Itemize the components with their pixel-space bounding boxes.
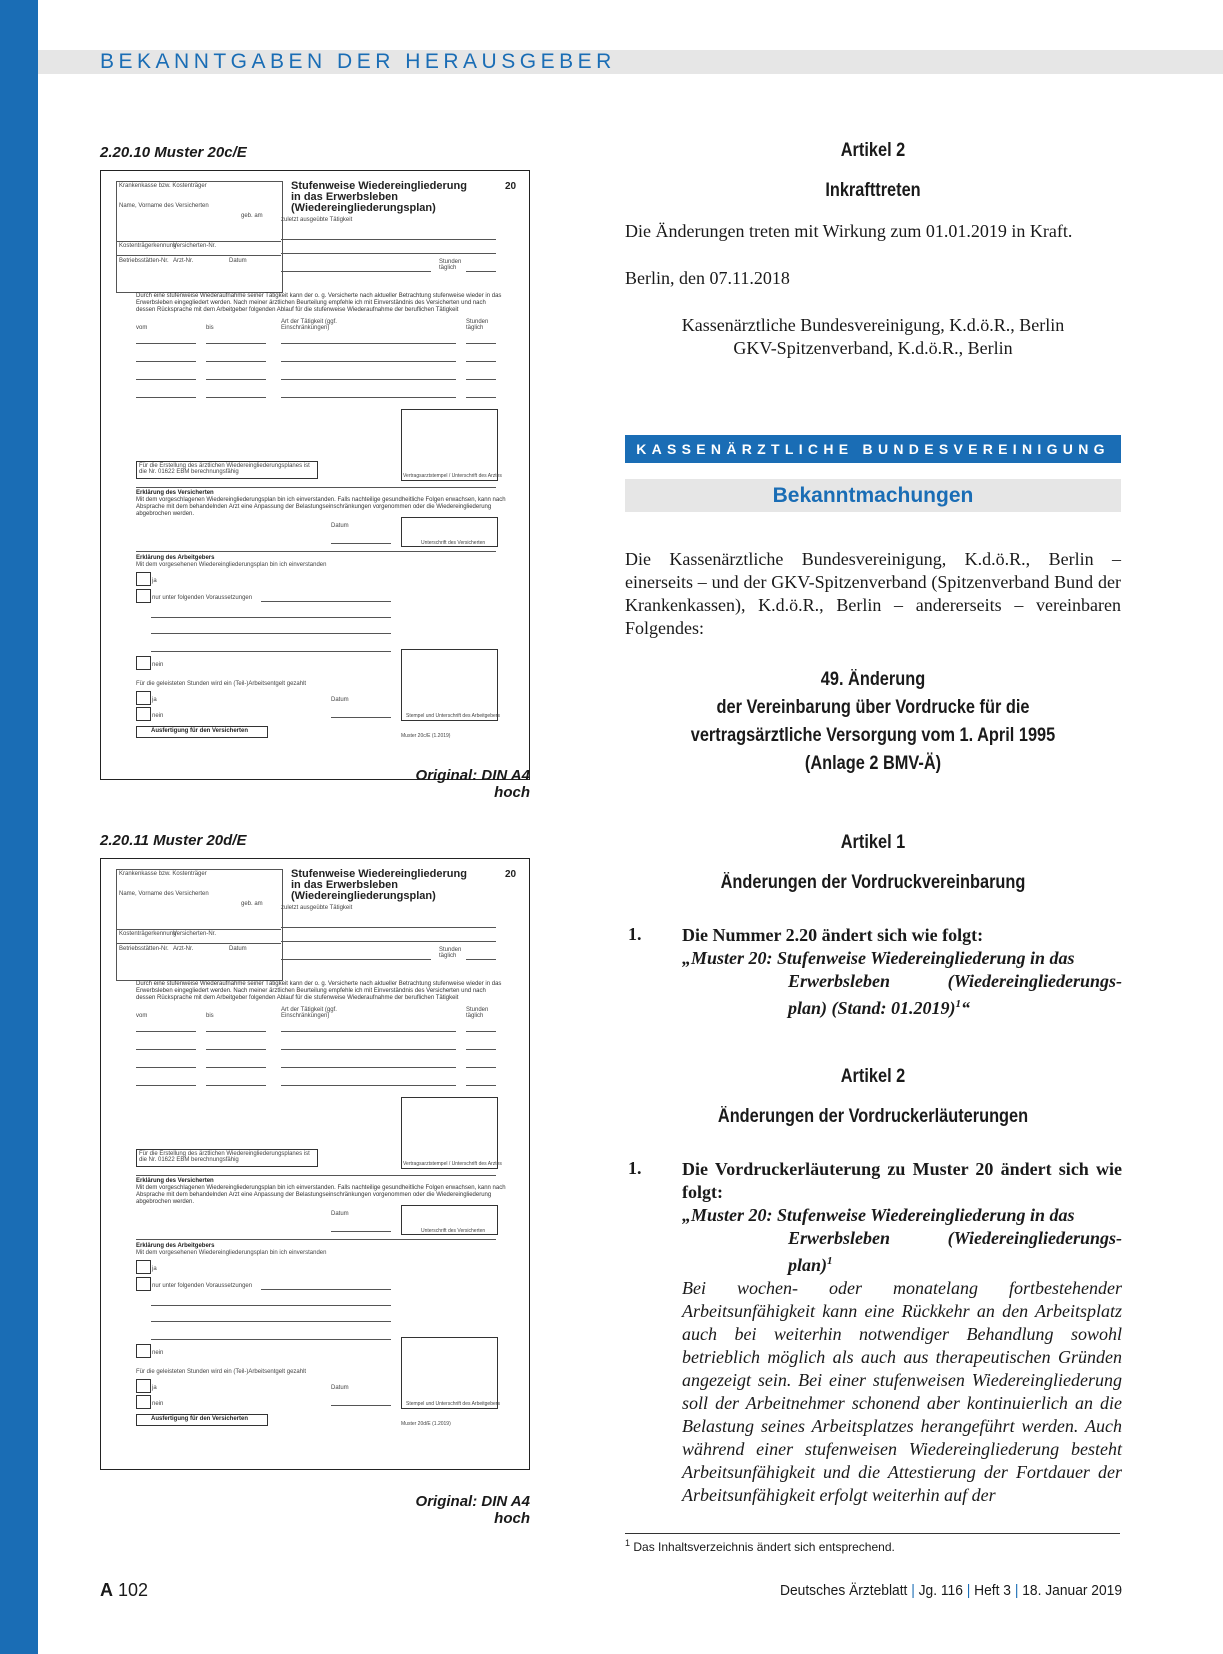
item1-number: 1. [628,924,642,944]
form-erkl-vers-title: Erklärung des Versicherten [136,490,214,496]
form-stamp-box-arzt [401,1097,498,1169]
form-code: Muster 20c/E (1.2019) [401,733,451,739]
form-stunden-col-label: Stunden täglich [466,319,489,331]
item1-quote-a: „Muster 20: Stufenweise Wiedereingliederung in das [682,948,1075,968]
form-arbeitsentgelt-text: Für die geleisteten Stunden wird ein (Teil-)Arbeitsentgelt gezahlt [136,681,307,687]
form-erkl-ag-text: Mit dem vorgesehenen Wiedereingliederungsplan bin ich einverstanden [136,1250,327,1256]
aenderung-line-1: 49. Änderung [820,669,926,690]
item1-quote-c: plan) (Stand: 01.2019)$^1$“ [788,998,971,1018]
form-kt-label: Kostenträgerkennung [119,243,177,249]
journal-footer: Deutsches Ärzteblatt | Jg. 116 | Heft 3 | 18. Januar 2019 [780,1582,1122,1599]
section-header: BEKANNTGABEN DER HERAUSGEBER [100,50,616,73]
form-datum2-label: Datum [331,523,349,529]
form-kt-label: Kostenträgerkennung [119,931,177,937]
form-bis-label: bis [206,1013,214,1019]
form-bs-label: Betriebsstätten-Nr. [119,946,169,952]
form-stunden-col-label: Stunden täglich [466,1007,489,1019]
form-stamp-label-1: Vertragsarztstempel / Unterschrift des Arztes [403,1161,502,1167]
journal-volume: Jg. 116 [918,1582,963,1599]
form-nein-label-2: nein [152,1401,164,1407]
form-thumbnail-20d [100,858,530,1470]
form-kasse-label: Krankenkasse bzw. Kostenträger [119,871,207,877]
form-ebm-text: Für die Erstellung des ärztlichen Wiedereingliederungsplanes ist die Nr. 01622 EBM berechnungsfähig [139,1151,310,1163]
form-stunden-label: Stunden täglich [439,947,462,959]
form-stamp-label-2: Stempel und Unterschrift des Arbeitgebers [406,713,500,719]
figure1-label: 2.20.10 Muster 20c/E [100,144,247,161]
form-art-label: Art der Tätigkeit (ggf. Einschränkungen) [281,1007,337,1019]
form-arzt-label: Arzt-Nr. [173,946,194,952]
form-geb-label: geb. am [241,213,263,219]
form-stamp-label-1: Vertragsarztstempel / Unterschrift des Arztes [403,473,502,479]
form-stunden-label: Stunden täglich [439,259,462,271]
form-intro-text: Durch eine stufenweise Wiederaufnahme seiner Tätigkeit kann der o. g. Versicherte nach aktueller Betrachtung stufenweise wieder in das Erwerbsleben eingegliedert werden. Nach meiner ärztlichen Beurteilung empfehle ich mit Einverständnis des Versicherten und nach dessen Rücksprache mit dem Arbeitgeber folgenden Ablauf für die stufenweise Wiederaufnahme der beruflichen Tätigkeit [136,981,502,1001]
form-kasse-label: Krankenkasse bzw. Kostenträger [119,183,207,189]
form-datum3-label: Datum [331,697,349,703]
intro-paragraph: Die Kassenärztliche Bundesvereinigung, K.d.ö.R., Berlin – einerseits – und der GKV-Spitzenverband (Spitzenverband Bund der Krankenkassen), K.d.ö.R., Berlin – andererseits – vereinbaren Folgendes: [625,549,1121,638]
form-checkbox-ja [136,1260,151,1274]
artikel2-heading: Artikel 2 [840,140,906,161]
form-datum3-label: Datum [331,1385,349,1391]
item1-quote-b: Erwerbsleben (Wiedereingliederungs- [788,971,1122,991]
form-checkbox-ja [136,572,151,586]
form-nein-label: nein [152,662,164,668]
form-name-label: Name, Vorname des Versicherten [119,891,209,897]
form-erkl-ag-title: Erklärung des Arbeitgebers [136,1243,215,1249]
signatory-kbv: Kassenärztliche Bundesvereinigung, K.d.ö.R., Berlin [681,315,1065,335]
place-date: Berlin, den 07.11.2018 [625,268,790,288]
footnote-rule [625,1533,1120,1534]
form-address-box [116,181,283,293]
item2-quote-a: „Muster 20: Stufenweise Wiedereingliederung in das [682,1205,1075,1225]
item2-paragraph: Bei wochen- oder monatelang fortbestehender Arbeitsunfähigkeit kann eine Rückkehr an den Arbeitsplatz auch bei weiterhin notwendiger Behandlung sowohl betrieblich möglich als auch aus therapeutischen Gründen angezeigt sein. Bei einer stufenweisen Wiedereingliederung soll der Arbeitnehmer schonend aber kontinuierlich an die Belastung seines Arbeitsplatzes herangeführt werden. Auch während einer stufenweisen Wiedereingliederung besteht Arbeitsunfähigkeit und die Attestierung der Fortdauer der Arbeitsunfähigkeit erfolgt weiterhin auf der [682,1278,1122,1505]
artikel2b-heading: Artikel 2 [840,1066,906,1087]
inkrafttreten-text: Die Änderungen treten mit Wirkung zum 01.01.2019 in Kraft. [625,221,1073,241]
inkrafttreten-heading: Inkrafttreten [825,180,921,201]
figure2-label: 2.20.11 Muster 20d/E [100,832,247,849]
form-bis-label: bis [206,325,214,331]
journal-issue: Heft 3 [974,1582,1011,1599]
form-checkbox-nein [136,656,151,670]
left-accent-bar [0,0,38,1654]
form-arbeitsentgelt-text: Für die geleisteten Stunden wird ein (Teil-)Arbeitsentgelt gezahlt [136,1369,307,1375]
form-art-label: Art der Tätigkeit (ggf. Einschränkungen) [281,319,337,331]
form-checkbox-ja-2 [136,691,151,705]
form-name-label: Name, Vorname des Versicherten [119,203,209,209]
form-nein-label-2: nein [152,713,164,719]
form-datum-label: Datum [229,258,247,264]
artikel1-subheading: Änderungen der Vordruckvereinbarung [720,872,1026,893]
aenderung-line-2: der Vereinbarung über Vordrucke für die [716,697,1030,718]
form-unterschrift-vers: Unterschrift des Versicherten [421,540,486,546]
form-checkbox-nein-2 [136,1395,151,1409]
aenderung-title [660,666,1087,778]
artikel1-heading: Artikel 1 [840,832,906,853]
form-intro-text: Durch eine stufenweise Wiederaufnahme seiner Tätigkeit kann der o. g. Versicherte nach aktueller Betrachtung stufenweise wieder in das Erwerbsleben eingegliedert werden. Nach meiner ärztlichen Beurteilung empfehle ich mit Einverständnis des Versicherten und nach dessen Rücksprache mit dem Arbeitgeber folgenden Ablauf für die stufenweise Wiederaufnahme der beruflichen Tätigkeit [136,293,502,313]
form-erkl-vers-text: Mit dem vorgeschlagenen Wiedereingliederungsplan bin ich einverstanden. Falls nachteilige gesundheitliche Folgen erwachsen, kann nach Absprache mit dem behandelnden Arzt eine Anpassung der Belastungseinschränkungen vorgenommen oder die Wiedereingliederung abgebrochen werden. [136,497,506,517]
form-nur-unter-label: nur unter folgenden Voraussetzungen [152,595,253,601]
form-geb-label: geb. am [241,901,263,907]
form-stamp-box-ag [401,1337,498,1409]
original-note-1: Original: DIN A4 hoch [415,767,530,801]
item2-quote-c: plan)$^1$ [788,1255,833,1275]
form-vnr-label: Versicherten-Nr. [173,931,217,937]
aenderung-line-4: (Anlage 2 BMV-Ä) [804,753,942,774]
form-vnr-label: Versicherten-Nr. [173,243,217,249]
form-title: Stufenweise Wiedereingliederung in das Erwerbsleben (Wiedereingliederungsplan) [291,180,467,214]
form-checkbox-nein-2 [136,707,151,721]
form-erkl-ag-title: Erklärung des Arbeitgebers [136,555,215,561]
form-vom-label: vom [136,1013,148,1019]
item1-text: Die Nummer 2.20 ändert sich wie folgt: [682,925,984,945]
form-taetigkeit-label: zuletzt ausgeübte Tätigkeit [281,217,353,223]
item2-body [682,1158,1122,1507]
form-stamp-box-ag [401,649,498,721]
form-checkbox-nur-unter [136,1277,151,1291]
form-address-box [116,869,283,981]
form-bs-label: Betriebsstätten-Nr. [119,258,169,264]
form-arzt-label: Arzt-Nr. [173,258,194,264]
form-stamp-box-arzt [401,409,498,481]
form-taetigkeit-label: zuletzt ausgeübte Tätigkeit [281,905,353,911]
journal-name: Deutsches Ärzteblatt [780,1582,908,1599]
bekanntmachungen-bar: Bekanntmachungen [625,479,1121,512]
signatory-gkv: GKV-Spitzenverband, K.d.ö.R., Berlin [733,338,1013,358]
form-code: Muster 20d/E (1.2019) [401,1421,451,1427]
item2-quote-b: Erwerbsleben (Wiedereingliederungs- [788,1228,1122,1248]
form-thumbnail-20c [100,170,530,780]
form-ja-label: ja [152,1266,157,1272]
form-nein-label: nein [152,1350,164,1356]
form-erkl-ag-text: Mit dem vorgesehenen Wiedereingliederungsplan bin ich einverstanden [136,562,327,568]
artikel2b-subheading: Änderungen der Vordruckerläuterungen [717,1106,1029,1127]
form-ja-label: ja [152,578,157,584]
kbv-section-bar: KASSENÄRZTLICHE BUNDESVEREINIGUNG [625,435,1121,463]
item1-body [682,924,1122,1020]
form-erkl-vers-text: Mit dem vorgeschlagenen Wiedereingliederungsplan bin ich einverstanden. Falls nachteilige gesundheitliche Folgen erwachsen, kann nach Absprache mit dem behandelnden Arzt eine Anpassung der Belastungseinschränkungen vorgenommen oder die Wiedereingliederung abgebrochen werden. [136,1185,506,1205]
footnote: $^1$ Das Inhaltsverzeichnis ändert sich entsprechend. [625,1538,895,1554]
form-ausfertigung-label: Ausfertigung für den Versicherten [151,728,249,734]
form-ja-label-2: ja [152,1385,157,1391]
form-datum2-label: Datum [331,1211,349,1217]
form-ebm-text: Für die Erstellung des ärztlichen Wiedereingliederungsplanes ist die Nr. 01622 EBM berechnungsfähig [139,463,310,475]
form-title: Stufenweise Wiedereingliederung in das Erwerbsleben (Wiedereingliederungsplan) [291,868,467,902]
journal-date: 18. Januar 2019 [1022,1582,1122,1599]
form-ausfertigung-label: Ausfertigung für den Versicherten [151,1416,249,1422]
form-number: 20 [505,181,517,192]
form-checkbox-nur-unter [136,589,151,603]
form-datum-label: Datum [229,946,247,952]
item2-number: 1. [628,1158,642,1178]
aenderung-line-3: vertragsärztliche Versorgung vom 1. April 1995 [690,725,1056,746]
item2-text: Die Vordruckerläuterung zu Muster 20 ändert sich wie folgt: [682,1159,1122,1202]
original-note-2: Original: DIN A4 hoch [415,1493,530,1527]
page-number: A 102 [100,1580,149,1600]
form-checkbox-ja-2 [136,1379,151,1393]
form-erkl-vers-title: Erklärung des Versicherten [136,1178,214,1184]
form-stamp-label-2: Stempel und Unterschrift des Arbeitgebers [406,1401,500,1407]
form-checkbox-nein [136,1344,151,1358]
form-number: 20 [505,869,517,880]
form-unterschrift-vers: Unterschrift des Versicherten [421,1228,486,1234]
form-nur-unter-label: nur unter folgenden Voraussetzungen [152,1283,253,1289]
form-ja-label-2: ja [152,697,157,703]
form-vom-label: vom [136,325,148,331]
